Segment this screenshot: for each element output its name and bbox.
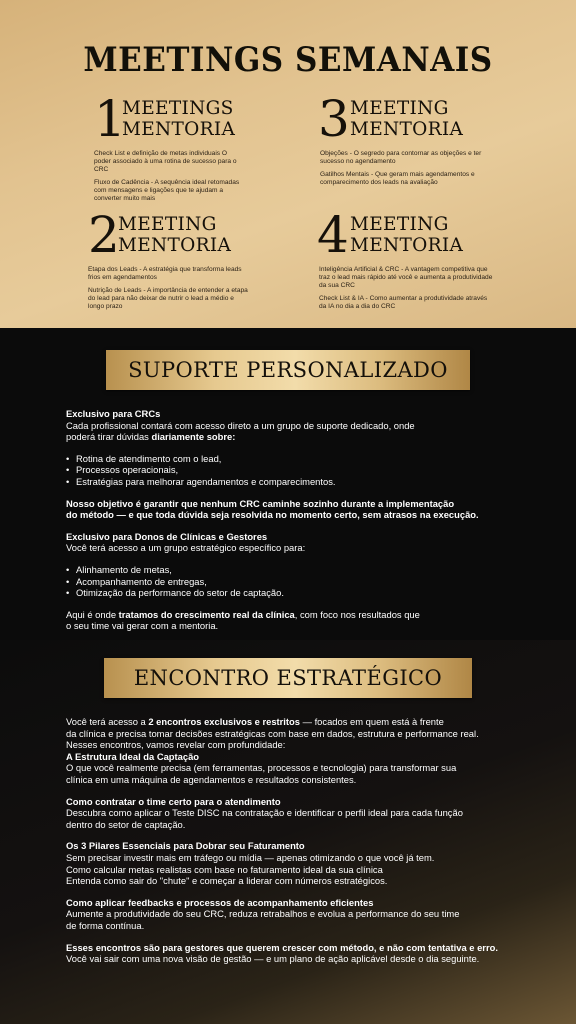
topic-line: Descubra como aplicar o Teste DISC na contratação e identificar o perfil ideal para cada função bbox=[66, 807, 463, 819]
closing-text: Aqui é onde tratamos do crescimento real da clínica, com foco nos resultados que bbox=[66, 608, 420, 620]
topic-line: clínica em uma máquina de agendamentos e resultados consistentes. bbox=[66, 773, 357, 785]
topic-line: dentro do setor de captação. bbox=[66, 818, 186, 830]
meeting-item: Etapa dos Leads - A estratégia que transforma leads frios em agendamentos bbox=[88, 266, 242, 281]
donos-intro: Você terá acesso a um grupo estratégico específico para: bbox=[66, 542, 306, 554]
closing-line: Você vai sair com uma nova visão de gestão — e um plano de ação aplicável desde o dia seguinte. bbox=[66, 953, 480, 965]
objective-text: do método — e que toda dúvida seja resolvida no momento certo, sem atrasos na execução. bbox=[66, 509, 479, 521]
meeting-description bbox=[319, 266, 495, 311]
list-item: • Rotina de atendimento com o lead, bbox=[66, 453, 536, 465]
encontro-text bbox=[66, 716, 536, 965]
list-item: • Acompanhamento de entregas, bbox=[66, 576, 536, 588]
topic-line: Sem precisar investir mais em tráfego ou mídia — apenas otimizando o que você já tem. bbox=[66, 851, 435, 863]
encontro-heading: ENCONTRO ESTRATÉGICO bbox=[133, 666, 443, 690]
meeting-item: Gatilhos Mentais - Que geram mais agendamentos e comparecimento dos leads na avaliação bbox=[320, 171, 475, 186]
meeting-item: Nutrição de Leads - A importância de entender a etapa do lead para não deixar de nutrir o lead a médio e longo prazo bbox=[88, 287, 248, 310]
meeting-item: Inteligência Artificial & CRC - A vantagem competitiva que traz o lead mais rápido até você e aumenta a produtividade da sua CRC bbox=[319, 266, 493, 289]
meeting-number: 2 bbox=[88, 206, 120, 264]
intro-text: da clínica e precisa tomar decisões estratégicas com base em dados, estrutura e performance real. bbox=[66, 727, 479, 739]
topic-line: Aumente a produtividade do seu CRC, reduza retrabalhos e evolua a performance do seu time bbox=[66, 908, 460, 920]
meeting-description bbox=[94, 150, 244, 203]
topic-title: A Estrutura Ideal da Captação bbox=[66, 750, 200, 762]
meeting-item: Check List e definição de metas individuais O poder associado à uma rotina de sucesso para o CRC bbox=[94, 150, 237, 173]
meeting-title: MEETING MENTORIA bbox=[118, 214, 232, 256]
meeting-number: 1 bbox=[94, 90, 126, 148]
encontro-banner bbox=[104, 658, 472, 698]
meeting-title: MEETING MENTORIA bbox=[350, 214, 464, 256]
closing-text: o seu time vai gerar com a mentoria. bbox=[66, 620, 219, 632]
meeting-title: MEETINGS MENTORIA bbox=[122, 98, 236, 140]
meeting-card-4 bbox=[317, 206, 517, 316]
meeting-heading bbox=[318, 90, 518, 148]
objective-text: Nosso objetivo é garantir que nenhum CRC caminhe sozinho durante a implementação bbox=[66, 497, 455, 509]
meeting-item: Fluxo de Cadência - A sequência ideal retomadas com mensagens e ligações que te ajudam a converter muito mais bbox=[94, 179, 240, 202]
meeting-description bbox=[320, 150, 482, 187]
list-item: • Otimização da performance do setor de captação. bbox=[66, 587, 536, 599]
topic-line: Como calcular metas realistas com base no faturamento ideal da sua clínica bbox=[66, 863, 383, 875]
suporte-heading: SUPORTE PERSONALIZADO bbox=[128, 358, 448, 382]
topic-line: O que você realmente precisa (em ferramentas, processos e tecnologia) para transformar sua bbox=[66, 762, 457, 774]
meeting-number: 3 bbox=[318, 90, 350, 148]
meeting-heading bbox=[317, 206, 517, 264]
meeting-number: 4 bbox=[317, 206, 349, 264]
meeting-heading bbox=[94, 90, 294, 148]
meeting-title: MEETING MENTORIA bbox=[350, 98, 464, 140]
intro-text: Nesses encontros, vamos revelar com profundidade: bbox=[66, 739, 286, 751]
intro-text: Você terá acesso a 2 encontros exclusivos e restritos — focados em quem está à frente bbox=[66, 716, 444, 727]
meeting-description bbox=[88, 266, 248, 311]
meetings-section bbox=[0, 0, 576, 328]
meeting-heading bbox=[88, 206, 288, 264]
list-item: • Alinhamento de metas, bbox=[66, 564, 536, 576]
crc-line: poderá tirar dúvidas diariamente sobre: bbox=[66, 431, 236, 443]
donos-title: Exclusivo para Donos de Clínicas e Gestores bbox=[66, 530, 268, 542]
meeting-item: Objeções - O segredo para contornar as objeções e ter sucesso no agendamento bbox=[320, 150, 482, 165]
donos-list bbox=[66, 564, 536, 599]
topic-title: Como aplicar feedbacks e processos de acompanhamento eficientes bbox=[66, 896, 374, 908]
meeting-card-3 bbox=[318, 90, 518, 192]
suporte-banner bbox=[106, 350, 470, 390]
closing-bold: Esses encontros são para gestores que querem crescer com método, e não com tentativa e erro. bbox=[66, 941, 498, 953]
suporte-text bbox=[66, 408, 536, 632]
list-item: • Estratégias para melhorar agendamentos e comparecimentos. bbox=[66, 476, 536, 488]
topic-line: Entenda como sair do "chute" e começar a liderar com números estratégicos. bbox=[66, 875, 388, 887]
page-title: MEETINGS SEMANAIS bbox=[83, 40, 493, 80]
meeting-card-1 bbox=[94, 90, 294, 208]
topic-line: de forma contínua. bbox=[66, 919, 145, 931]
crc-title: Exclusivo para CRCs bbox=[66, 408, 161, 419]
list-item: • Processos operacionais, bbox=[66, 464, 536, 476]
crc-line: Cada profissional contará com acesso direto a um grupo de suporte dedicado, onde bbox=[66, 419, 415, 431]
meeting-item: Check List & IA - Como aumentar a produtividade através da IA no dia a dia do CRC bbox=[319, 295, 488, 310]
topic-title: Como contratar o time certo para o atendimento bbox=[66, 795, 281, 807]
meeting-card-2 bbox=[88, 206, 288, 316]
crc-list bbox=[66, 453, 536, 488]
topic-title: Os 3 Pilares Essenciais para Dobrar seu Faturamento bbox=[66, 840, 305, 852]
